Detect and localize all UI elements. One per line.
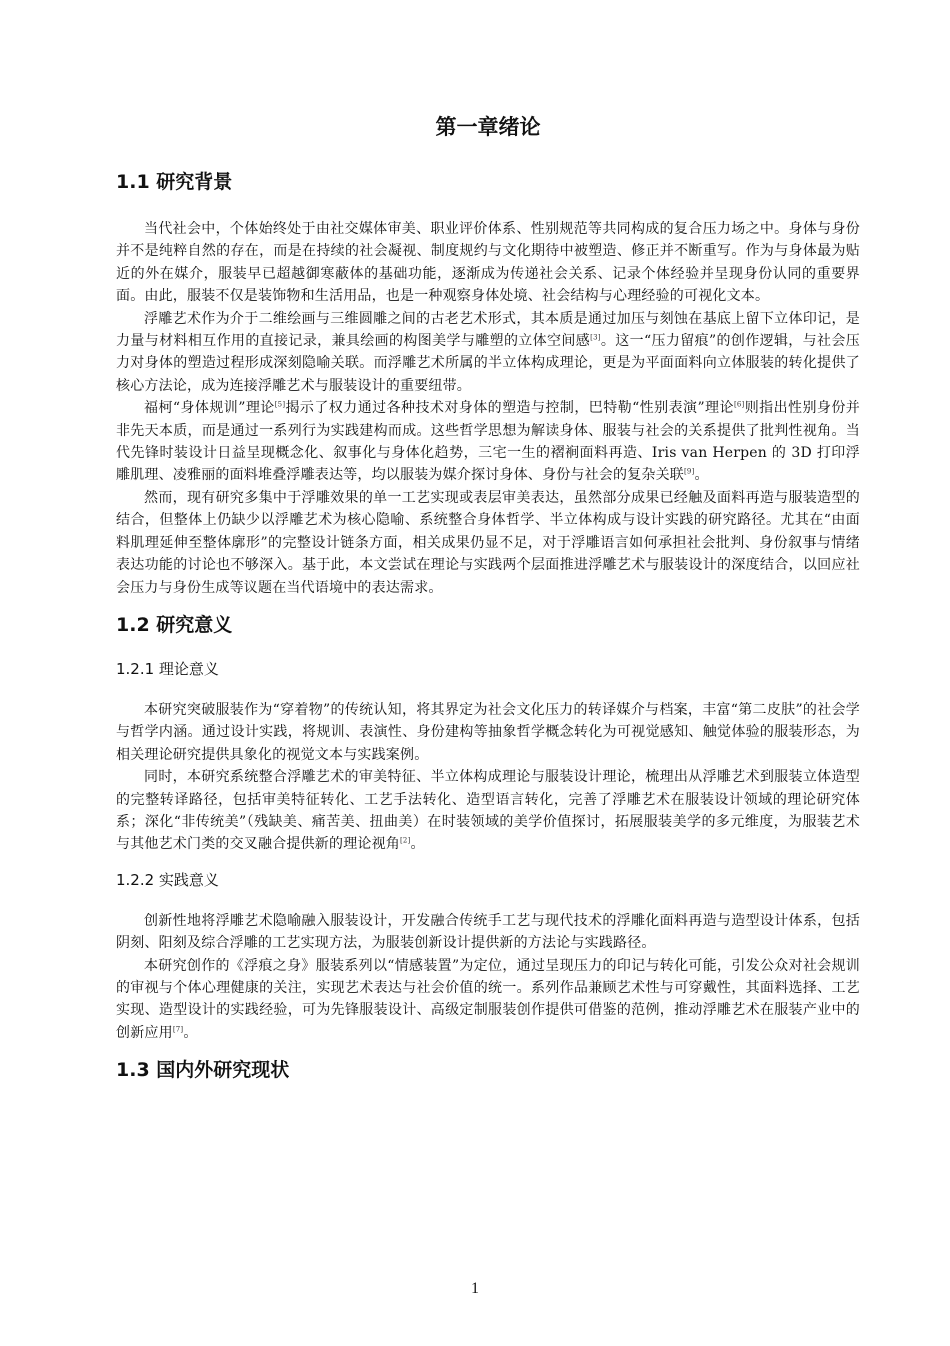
paragraph-text: 福柯“身体规训”理论 [144,400,275,417]
paragraph [116,397,860,487]
paragraph-text: 同时，本研究系统整合浮雕艺术的审美特征、半立体构成理论与服装设计理论，梳理出从浮雕艺术到服装立体造型的完整转译路径，包括审美特征转化、工艺手法转化、造型语言转化，完善了浮雕艺术在服装设计领域的理论研究体系；深化“非传统美”（残缺美、痛苦美、扭曲美）在时装领域的美学价值探讨，拓展服装美学的多元维度，为服装艺术与其他艺术门类的交叉融合提供新的理论视角 [116,769,860,853]
paragraph [116,218,860,308]
paragraph [116,910,860,955]
citation-ref: [6] [733,400,745,409]
paragraph-text: 。 [183,1024,198,1041]
paragraph [116,308,860,398]
paragraph-text: 。 [694,467,709,484]
paragraph-text: 。这一“压力留痕”的创作逻辑，与社会压力对身体的塑造过程形成深刻隐喻关联。而浮雕艺术所属的半立体构成理论，更是为平面面料向立体服装的转化提供了核心方法论，成为连接浮雕艺术与服装设计的重要纽带。 [116,333,860,394]
page-content [116,112,860,1084]
page-number: 1 [471,1280,479,1297]
citation-ref: [7] [172,1025,184,1034]
citation-ref: [3] [590,333,601,342]
subsection-heading-1-2-1: 1.2.1 理论意义 [116,659,219,678]
paragraph-text: 本研究创作的《浮痕之身》服装系列以“情感装置”为定位，通过呈现压力的印记与转化可能，引发公众对社会规训的审视与个体心理健康的关注，实现艺术表达与社会价值的统一。系列作品兼顾艺术性与可穿戴性，其面料选择、工艺实现、造型设计的实践经验，可为先锋服装设计、高级定制服装创作提供可借鉴的范例，推动浮雕艺术在服装产业中的创新应用 [116,957,860,1041]
citation-ref: [9] [684,467,695,476]
paragraph [116,487,860,599]
chapter-title: 第一章绪论 [435,115,541,139]
section-heading-1-1: 1.1 研究背景 [116,171,233,193]
paragraph [116,766,860,856]
paragraph-text: 浮雕艺术作为介于二维绘画与三维圆雕之间的古老艺术形式，其本质是通过加压与刻蚀在基底上留下立体印记，是力量与材料相互作用的直接记录，兼具绘画的构图美学与雕塑的立体空间感 [116,310,860,350]
paragraph-text: 揭示了权力通过各种技术对身体的塑造与控制，巴特勒“性别表演”理论 [285,400,734,417]
paragraph [116,955,860,1045]
paragraph-text: 然而，现有研究多集中于浮雕效果的单一工艺实现或表层审美表达，虽然部分成果已经触及面料再造与服装造型的结合，但整体上仍缺少以浮雕艺术为核心隐喻、系统整合身体哲学、半立体构成与设计实践的研究路径。尤其在“由面料肌理延伸至整体廓形”的完整设计链条方面，相关成果仍显不足，对于浮雕语言如何承担社会批判、身份叙事与情绪表达功能的讨论也不够深入。基于此，本文尝试在理论与实践两个层面推进浮雕艺术与服装设计的深度结合，以回应社会压力与身份生成等议题在当代语境中的表达需求。 [116,489,860,596]
paragraph-text: 当代社会中，个体始终处于由社交媒体审美、职业评价体系、性别规范等共同构成的复合压力场之中。身体与身份并不是纯粹自然的存在，而是在持续的社会凝视、制度规约与文化期待中被塑造、修正并不断重写。作为与身体最为贴近的外在媒介，服装早已超越御寒蔽体的基础功能，逐渐成为传递社会关系、记录个体经验并呈现身份认同的重要界面。由此，服装不仅是装饰物和生活用品，也是一种观察身体处境、社会结构与心理经验的可视化文本。 [116,221,860,305]
citation-ref: [2] [400,836,411,845]
subsection-heading-1-2-2: 1.2.2 实践意义 [116,870,219,889]
paragraph-text: 本研究突破服装作为“穿着物”的传统认知，将其界定为社会文化压力的转译媒介与档案，丰富“第二皮肤”的社会学与哲学内涵。通过设计实践，将规训、表演性、身份建构等抽象哲学概念转化为可视觉感知、触觉体验的服装形态，为相关理论研究提供具象化的视觉文本与实践案例。 [116,701,860,763]
citation-ref: [5] [274,400,286,409]
paragraph [116,699,860,766]
section-heading-1-2: 1.2 研究意义 [116,613,233,636]
paragraph-text: 。 [410,836,425,853]
paragraph-text: 创新性地将浮雕艺术隐喻融入服装设计，开发融合传统手工艺与现代技术的浮雕化面料再造与造型设计体系，包括阴刻、阳刻及综合浮雕的工艺实现方法，为服装创新设计提供新的方法论与实践路径。 [116,912,860,952]
paragraph-text: 则指出性别身份并非先天本质，而是通过一系列行为实践建构而成。这些哲学思想为解读身体、服装与社会的关系提供了批判性视角。当代先锋时装设计日益呈现概念化、叙事化与身体化趋势，三宅一生的褶裥面料再造、Iris van Herpen 的 3D 打印浮雕肌理、凌雅丽的面料堆叠浮雕表达等，均以服装为媒介探讨身体、身份与社会的复杂关联 [116,400,860,484]
section-heading-1-3: 1.3 国内外研究现状 [116,1059,290,1082]
